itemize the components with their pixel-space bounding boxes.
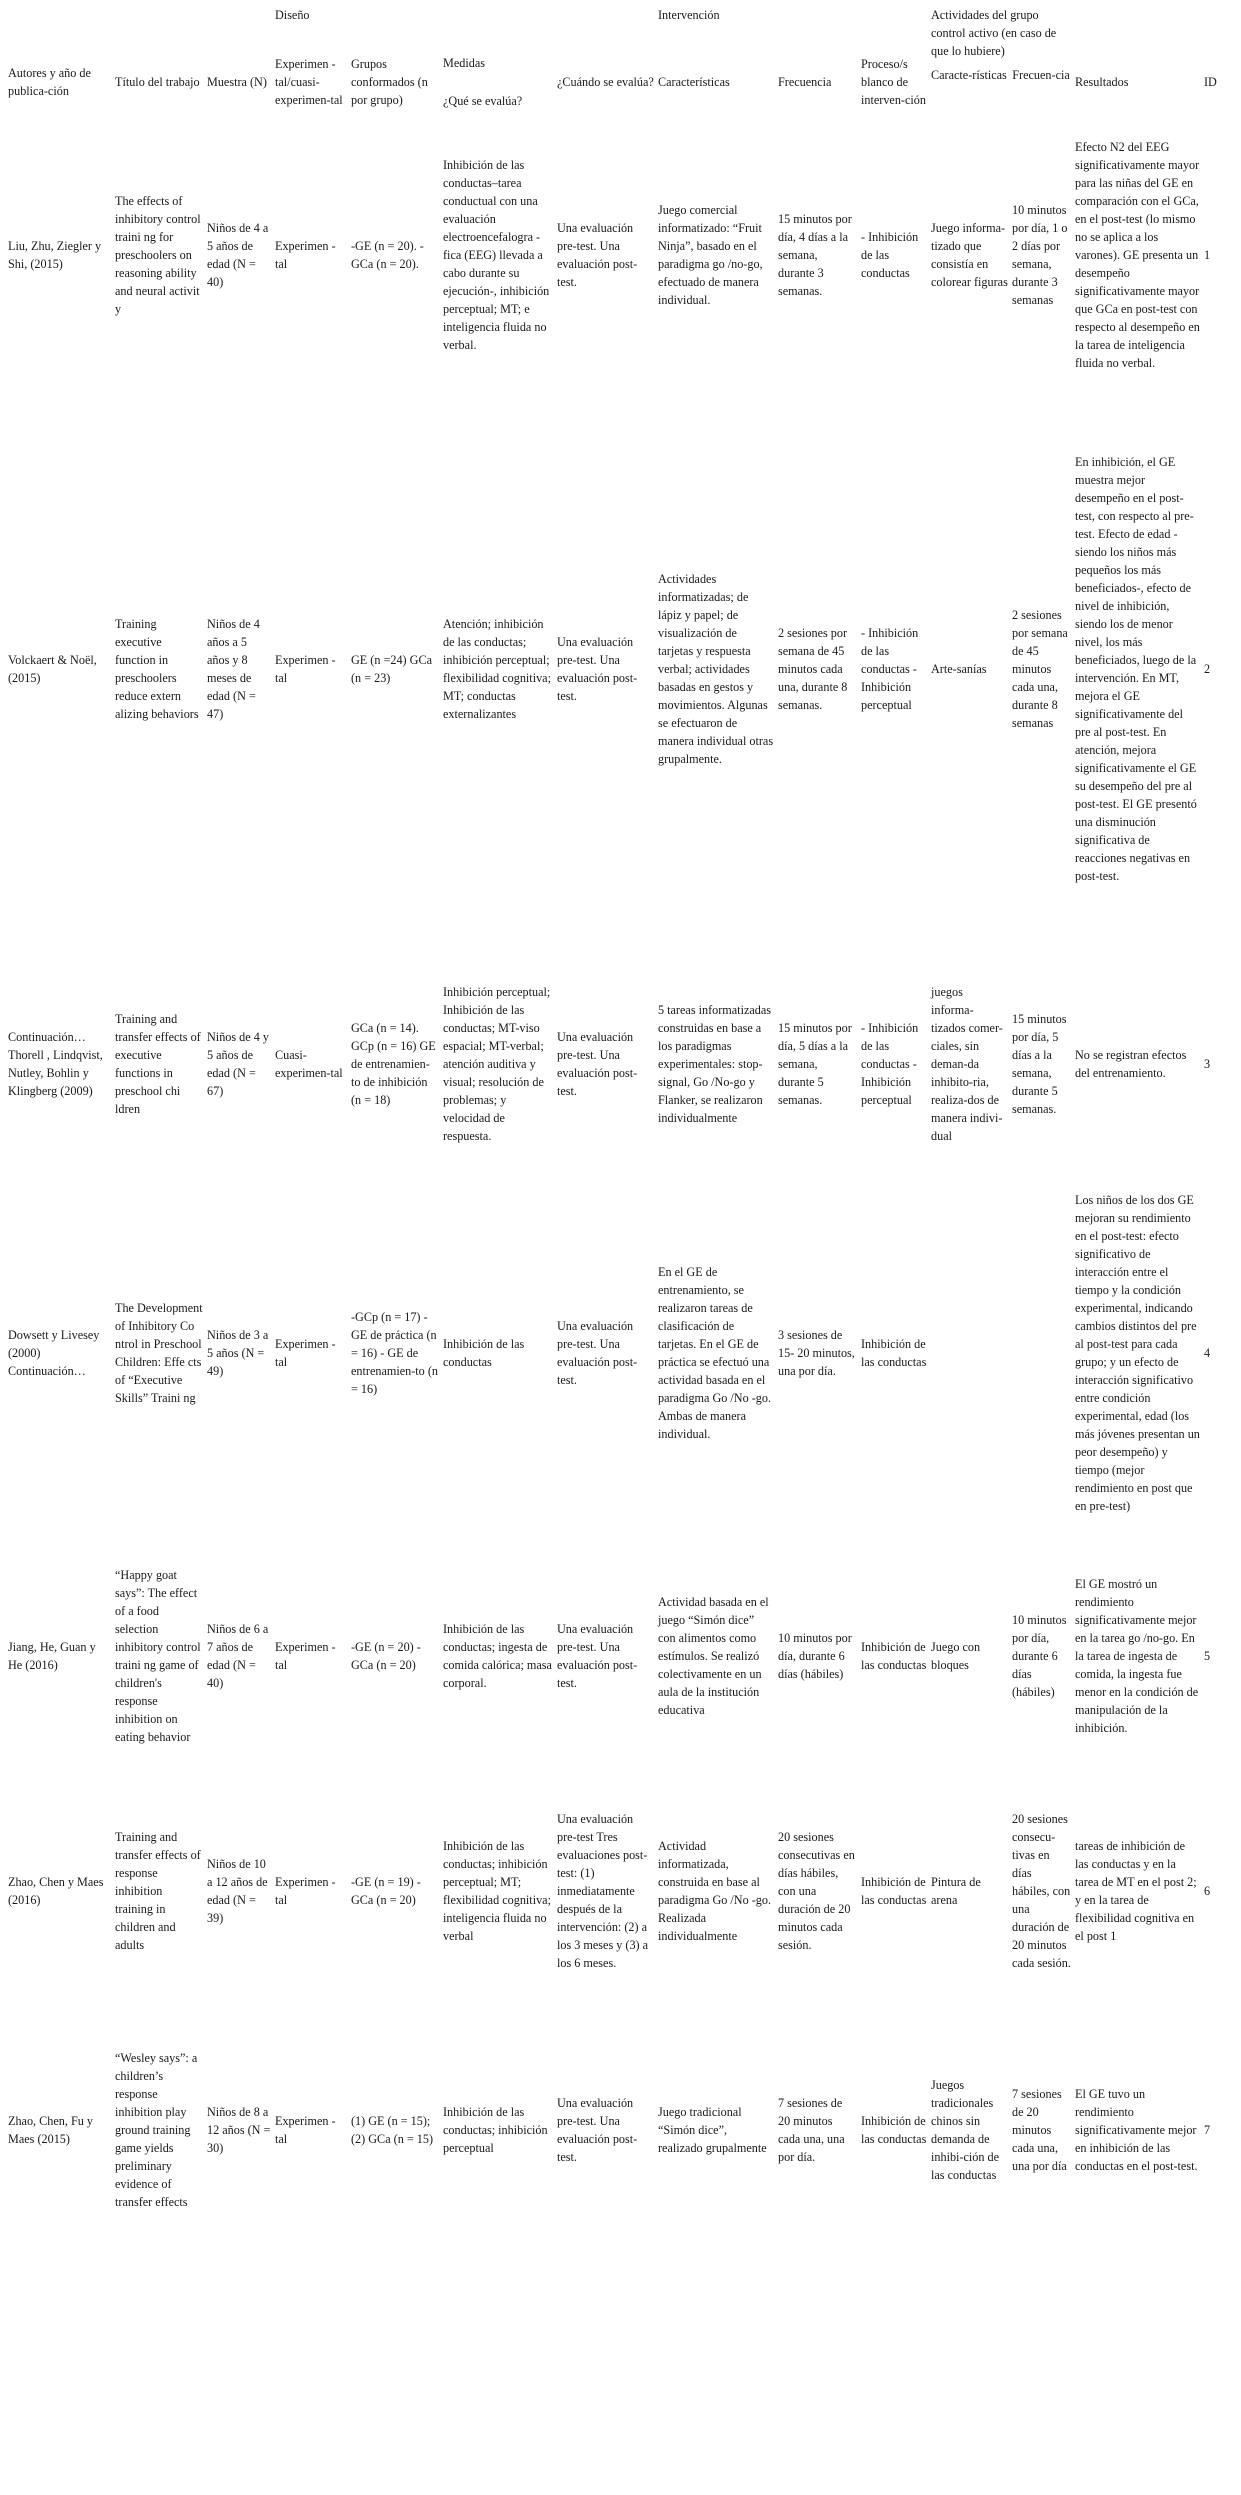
cell-caracteristicas: En el GE de entrenamiento, se realizaron tareas de clasificación de tarjetas. En el GE de práctica se efectuó una actividad basada en el paradigma Go /No -go. Ambas de manera individual. [658,1265,772,1441]
cell-diseno: Cuasi-experimen-tal [275,1048,343,1080]
cell-cuando: Una evaluación pre-test. Una evaluación post-test. [557,634,638,703]
cell-id: 5 [1204,1649,1211,1663]
table-row [6,1543,1236,1769]
cell-grupos: -GCp (n = 17) - GE de práctica (n = 16) - GE de entrenamien-to (n = 16) [351,1310,438,1396]
cell-frecuencia: 20 sesiones consecutivas en días hábiles, con una duración de 20 minutos cada sesión. [778,1830,855,1952]
header-muestra: Muestra (N) [207,75,267,89]
header-frecuencia: Frecuencia [778,75,832,89]
cell-id: 7 [1204,2123,1211,2137]
header-proceso: Proceso/s blanco de interven-ción [861,57,926,107]
cell-resultados: No se registran efectos del entrenamiento. [1075,1048,1187,1080]
cell-caract-control: Juego informa-tizado que consistía en colorear figuras [931,221,1008,289]
cell-autores: Zhao, Chen y Maes (2016) [8,1875,104,1907]
cell-caracteristicas: 5 tareas informatizadas construidas en base a los paradigmas experimentales: stop-signal, Go /No-go y Flanker, se realizaron individualmente [658,1003,772,1125]
cell-muestra: Niños de 4 y 5 años de edad (N = 67) [207,1030,269,1098]
cell-resultados: tareas de inhibición de las conductas y en la tarea de MT en el post 2; y en la tarea de flexibilidad cognitiva en el post 1 [1075,1839,1197,1943]
table-row [6,2013,1236,2247]
cell-medidas: Inhibición de las conductas–tarea conductual con una evaluación electroencefalogra -fica (EEG) llevada a cabo durante su ejecución-, inhibición perceptual; MT; e inteligencia fluida no verbal. [443,158,550,352]
header-actividades-control [929,4,1073,138]
cell-caract-control: juegos informa-tizados comer-ciales, sin deman-da inhibito-ria, realiza-dos de manera indivi-dual [931,985,1003,1143]
header-titulo: Título del trabajo [115,75,200,89]
cell-medidas: Inhibición de las conductas; ingesta de comida calórica; masa corporal. [443,1622,552,1690]
cell-diseno: Experimen -tal [275,1875,336,1907]
header-frec-control: Frecuen-cia [1012,68,1070,82]
cell-proceso: Inhibición de las conductas [861,1337,927,1369]
cell-proceso: - Inhibición de las conductas - Inhibición perceptual [861,1021,919,1107]
cell-id: 2 [1204,661,1211,676]
header-caract-control: Caracte-rísticas [931,68,1007,82]
cell-diseno: Experimen -tal [275,239,336,271]
header-caracteristicas: Características [658,75,730,89]
cell-autores: Jiang, He, Guan y He (2016) [8,1640,96,1672]
cell-caracteristicas: Actividad informatizada, construida en base al paradigma Go /No -go. Realizada individualmente [658,1839,772,1943]
cell-cuando: Una evaluación pre-test. Una evaluación post-test. [557,221,638,289]
cell-frecuencia: 15 minutos por día, 4 días a la semana, durante 3 semanas. [778,212,852,298]
table-row [6,965,1236,1163]
cell-titulo: The Development of Inhibitory Co ntrol in Preschool Children: Effe cts of “Executive Skills” Traini ng [115,1301,203,1405]
cell-caract-control: Juegos tradicionales chinos sin demanda de inhibi-ción de las conductas [931,2078,1000,2182]
cell-titulo: “Wesley says”: a children’s response inhibition play ground training game yields preliminary evidence of transfer effects [115,2051,198,2209]
cell-caract-control: Arte-sanías [931,661,987,676]
header-que-evalua: ¿Qué se evalúa? [443,94,523,108]
cell-muestra: Niños de 6 a 7 años de edad (N = 40) [207,1622,269,1690]
cell-proceso: Inhibición de las conductas [861,2114,927,2146]
cell-grupos: -GE (n = 20) -GCa (n = 20) [351,1640,421,1672]
cell-diseno: Experimen -tal [275,652,336,685]
cell-proceso: Inhibición de las conductas [861,1640,927,1672]
cell-caracteristicas: Actividades informatizadas; de lápiz y papel; de visualización de tarjetas y respuesta verbal; actividades basadas en gestos y movimientos. Algunas se efectuaron de manera individual otras grupalmente. [658,571,774,766]
cell-caract-control [929,1163,1010,1543]
cell-caract-control: Juego con bloques [931,1640,981,1672]
header-group-row [6,4,1236,26]
cell-medidas: Inhibición de las conductas [443,1337,525,1369]
cell-frecuencia: 3 sesiones de 15- 20 minutos, una por día. [778,1328,855,1378]
cell-frec-control: 20 sesiones consecu-tivas en días hábiles, con una duración de 20 minutos cada sesión. [1012,1812,1071,1970]
header-cuando-evalua: ¿Cuándo se evalúa? [557,75,654,89]
cell-resultados: En inhibición, el GE muestra mejor desempeño en el post-test, con respecto al pre-test. Efecto de edad -siendo los niños más pequeños los más beneficiados-, efecto de nivel de inhibición, siendo los de menor nivel, los más beneficiados, luego de la intervención. En MT, mejora el GE significativamente del pre al post-test. En atención, mejora significativamente el GE su desempeño del pre al post-test. El GE presentó una disminución significativa de reacciones negativas en post-test. [1075,454,1197,883]
header-resultados: Resultados [1075,75,1129,89]
cell-medidas: Inhibición de las conductas; inhibición perceptual; MT; flexibilidad cognitiva; inteligencia fluida no verbal [443,1839,551,1943]
cell-medidas: Inhibición de las conductas; inhibición perceptual [443,2105,548,2155]
cell-proceso: - Inhibición de las conductas - Inhibición perceptual [861,625,919,712]
cell-autores: Liu, Zhu, Ziegler y Shi, (2015) [8,239,102,271]
cell-frecuencia: 2 sesiones por semana de 45 minutos cada una, durante 8 semanas. [778,625,848,712]
header-intervencion: Intervención [658,8,720,22]
table-row [6,372,1236,965]
cell-autores: Continuación… Thorell , Lindqvist, Nutley, Bohlin y Klingberg (2009) [8,1030,103,1098]
cell-resultados: Los niños de los dos GE mejoran su rendimiento en el post-test: efecto significativo de interacción entre el tiempo y la condición experimental, indicando cambios distintos del pre al post-test para cada grupo; y un efecto de interacción significativo entre condición experimental, edad (los más jóvenes presentan un peor desempeño) y tiempo (mejor rendimiento en post que en pre-test) [1075,1193,1200,1513]
cell-cuando: Una evaluación pre-test. Una evaluación post-test. [557,1622,638,1690]
cell-cuando: Una evaluación pre-test. Una evaluación post-test. [557,2096,638,2164]
cell-resultados: El GE mostró un rendimiento significativamente mejor en la tarea go /no-go. En la tarea de ingesta de comida, la ingesta fue menor en la condición de manipulación de la inhibición. [1075,1577,1199,1735]
cell-id: 6 [1204,1884,1211,1898]
cell-resultados: Efecto N2 del EEG significativamente mayor para las niñas del GE en comparación con el GCa, en el post-test (lo mismo no se aplica a los varones). GE presenta un desempeño significativamente mayor que GCa en post-test con respecto al desempeño en la tarea de inteligencia fluida no verbal. [1075,140,1200,370]
cell-autores: Dowsett y Livesey (2000) Continuación… [8,1328,100,1378]
cell-id: 4 [1204,1346,1211,1360]
cell-frec-control: 2 sesiones por semana de 45 minutos cada una, durante 8 semanas [1012,607,1068,730]
cell-muestra: Niños de 8 a 12 años (N = 30) [207,2105,271,2155]
cell-autores: Volckaert & Noël, (2015) [8,652,97,685]
cell-frec-control [1010,1163,1073,1543]
cell-titulo: Training and transfer effects of response inhibition training in children and adults [115,1830,201,1952]
cell-muestra: Niños de 4 a 5 años de edad (N = 40) [207,221,269,289]
header-experimental: Experimen -tal/cuasi-experimen-tal [275,57,343,107]
cell-muestra: Niños de 10 a 12 años de edad (N = 39) [207,1857,268,1925]
table-row [6,1163,1236,1543]
cell-frecuencia: 7 sesiones de 20 minutos cada una, una por día. [778,2096,845,2164]
cell-proceso: - Inhibición de las conductas [861,230,919,280]
cell-caract-control: Pintura de arena [931,1875,981,1907]
header-actividades-text: Actividades del grupo control activo (en caso de que lo hubiere) [931,8,1057,58]
cell-frec-control: 7 sesiones de 20 minutos cada una, una por día [1012,2087,1067,2173]
cell-grupos: GE (n =24) GCa (n = 23) [351,652,432,685]
table-row [6,138,1236,372]
cell-caracteristicas: Actividad basada en el juego “Simón dice” con alimentos como estímulos. Se realizó colectivamente en un aula de la institución educativa [658,1595,769,1717]
cell-diseno: Experimen -tal [275,1640,336,1672]
cell-frec-control: 10 minutos por día, 1 o 2 días por semana, durante 3 semanas [1012,203,1068,307]
cell-proceso: Inhibición de las conductas [861,1875,927,1907]
cell-caracteristicas: Juego tradicional “Simón dice”, realizado grupalmente [658,2105,767,2155]
cell-muestra: Niños de 4 años a 5 años y 8 meses de edad (N = 47) [207,616,260,721]
cell-resultados: El GE tuvo un rendimiento significativamente mejor en inhibición de las conductas en el post-test. [1075,2087,1198,2173]
header-medidas: Medidas [443,56,485,70]
header-autores: Autores y año de publica-ción [8,66,91,98]
cell-caracteristicas: Juego comercial informatizado: “Fruit Ninja”, basado en el paradigma go /no-go, efectuado de manera individual. [658,203,763,307]
cell-grupos: -GE (n = 19) -GCa (n = 20) [351,1875,421,1907]
cell-titulo: Training and transfer effects of executive functions in preschool chi ldren [115,1012,201,1116]
cell-medidas: Atención; inhibición de las conductas; inhibición perceptual; flexibilidad cognitiva; MT; conductas externalizantes [443,616,551,721]
cell-cuando: Una evaluación pre-test. Una evaluación post-test. [557,1319,638,1387]
cell-titulo: The effects of inhibitory control traini ng for preschoolers on reasoning ability and neural activit y [115,194,201,316]
table-row [6,1769,1236,2013]
cell-frecuencia: 15 minutos por día, 5 días a la semana, durante 5 semanas. [778,1021,852,1107]
cell-grupos: -GE (n = 20). -GCa (n = 20). [351,239,424,271]
cell-muestra: Niños de 3 a 5 años (N = 49) [207,1328,269,1378]
header-grupos: Grupos conformados (n por grupo) [351,57,428,107]
cell-cuando: Una evaluación pre-test Tres evaluaciones post-test: (1) inmediatamente después de la intervención: (2) a los 3 meses y (3) a los 6 meses. [557,1812,649,1970]
cell-id: 3 [1204,1057,1211,1071]
header-diseno: Diseño [275,8,310,22]
cell-diseno: Experimen -tal [275,2114,336,2146]
cell-diseno: Experimen -tal [275,1337,336,1369]
cell-cuando: Una evaluación pre-test. Una evaluación post-test. [557,1030,638,1098]
studies-table [6,4,1236,2247]
cell-autores: Zhao, Chen, Fu y Maes (2015) [8,2114,93,2146]
cell-frecuencia: 10 minutos por día, durante 6 días (hábiles) [778,1631,852,1681]
cell-titulo: Training executive function in preschoolers reduce extern alizing behaviors [115,616,199,721]
cell-grupos: GCa (n = 14). GCp (n = 16) GE de entrenamien-to de inhibición (n = 18) [351,1021,436,1107]
header-medidas-cell [441,26,555,138]
cell-frec-control: 10 minutos por día, durante 6 días (hábiles) [1012,1613,1067,1699]
cell-id: 1 [1204,248,1211,262]
cell-titulo: “Happy goat says”: The effect of a food selection inhibitory control traini ng game of children's response inhibition on eating behavior [115,1568,201,1744]
cell-medidas: Inhibición perceptual; Inhibición de las conductas; MT-viso espacial; MT-verbal; atención auditiva y visual; resolución de problemas; y velocidad de respuesta. [443,985,551,1143]
cell-frec-control: 15 minutos por día, 5 días a la semana, durante 5 semanas. [1012,1012,1067,1116]
cell-grupos: (1) GE (n = 15); (2) GCa (n = 15) [351,2114,434,2146]
header-id: ID [1204,75,1217,89]
